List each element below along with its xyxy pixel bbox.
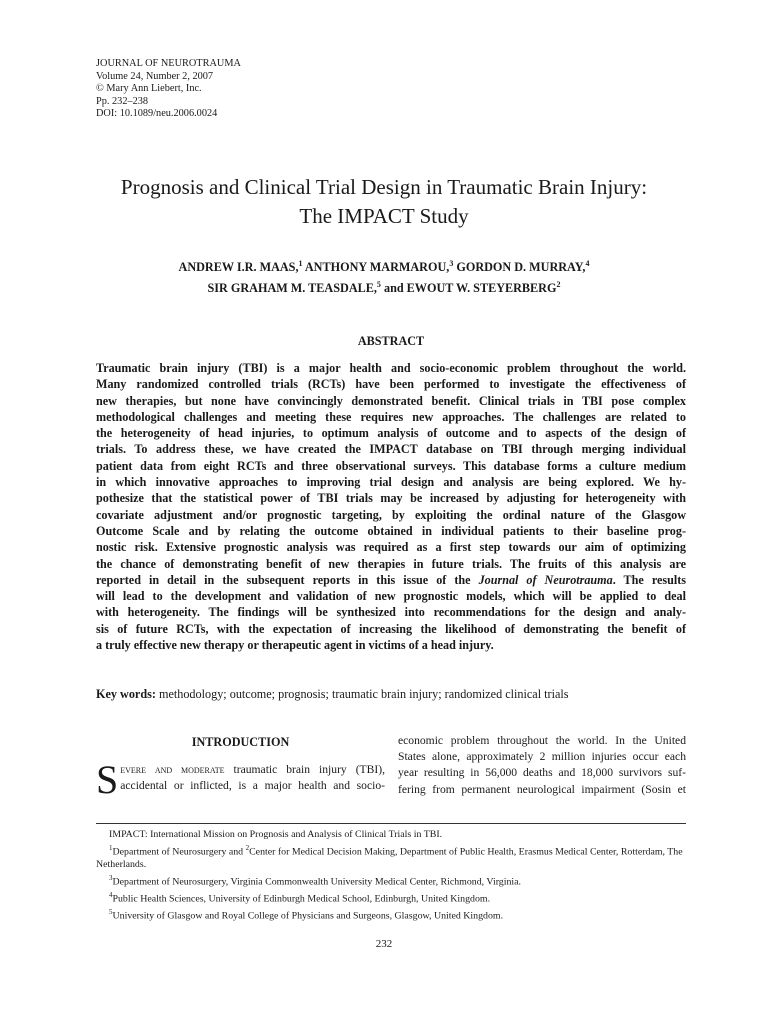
author-affiliation-mark: 2 bbox=[556, 280, 561, 290]
abstract-line: Outcome Scale and by relating the outcome obtained in individual patients to their baseline prog- bbox=[96, 523, 686, 538]
keywords bbox=[96, 686, 686, 702]
author-affiliation-mark: 5 bbox=[376, 280, 381, 290]
abstract-line: the chance of demonstrating benefit of new therapies in future trials. The fruits of this analysis are bbox=[96, 556, 686, 571]
footnote-divider bbox=[96, 823, 686, 824]
journal-copyright: © Mary Ann Liebert, Inc. bbox=[96, 83, 202, 95]
abstract-line: Traumatic brain injury (TBI) is a major health and socio-economic problem throughout the world. bbox=[96, 361, 686, 375]
footnotes bbox=[96, 828, 686, 923]
footnote-3 bbox=[96, 872, 686, 889]
author-name: ANTHONY MARMAROU, bbox=[304, 260, 450, 275]
intro-line bbox=[96, 762, 385, 778]
abstract-line: the heterogeneity of head injuries, to optimum analysis of outcome and to aspects of the design of bbox=[96, 426, 686, 441]
author-name: ANDREW I.R. MAAS, bbox=[178, 260, 299, 275]
drop-cap: S bbox=[96, 757, 119, 803]
abstract-line: Many randomized controlled trials (RCTs) have been performed to investigate the effectiveness of bbox=[96, 377, 686, 392]
paper-title-line-2: The IMPACT Study bbox=[299, 204, 469, 228]
footnote-mark: 1 bbox=[109, 843, 113, 852]
author-name: and EWOUT W. STEYERBERG bbox=[383, 281, 557, 296]
footnote-text: University of Glasgow and Royal College of Physicians and Surgeons, Glasgow, United Kingdom. bbox=[112, 910, 504, 922]
footnote-mark: 4 bbox=[109, 890, 113, 899]
abstract-line bbox=[96, 572, 686, 588]
author-line-1 bbox=[60, 255, 708, 276]
abstract-line: new therapies, but none have convincingly demonstrated benefit. Clinical trials in TBI pose complex bbox=[96, 393, 686, 408]
intro-line: accidental or inflicted, is a major health and socio- bbox=[120, 779, 385, 793]
footnote-text: Department of Neurosurgery, Virginia Commonwealth University Medical Center, Richmond, Virginia. bbox=[112, 876, 522, 888]
abstract-text: reported in detail in the subsequent reports in this issue of the bbox=[96, 572, 479, 587]
footnote-text: Center for Medical Decision Making, Department of Public Health, Erasmus Medical Center, Rotterdam, The Netherlands. bbox=[96, 845, 683, 871]
author-list bbox=[60, 255, 708, 297]
footnote-mark: 5 bbox=[109, 907, 113, 916]
keywords-text: methodology; outcome; prognosis; traumatic brain injury; randomized clinical trials bbox=[155, 687, 569, 701]
author-name: SIR GRAHAM M. TEASDALE, bbox=[207, 281, 377, 296]
body-line: States alone, approximately 2 million injuries occur each bbox=[398, 750, 686, 764]
footnote-impact: IMPACT: International Mission on Prognosis and Analysis of Clinical Trials in TBI. bbox=[109, 829, 443, 840]
footnote-4 bbox=[96, 889, 686, 906]
abstract-line: sis of future RCTs, with the expectation of increasing the likelihood of demonstrating the benefit of bbox=[96, 621, 686, 636]
introduction-paragraph bbox=[96, 757, 385, 803]
footnote-mark: 3 bbox=[109, 874, 113, 883]
abstract-line: with heterogeneity. The findings will be synthesized into recommendations for the design and analy- bbox=[96, 605, 686, 620]
journal-pages: Pp. 232–238 bbox=[96, 95, 149, 107]
footnote-5 bbox=[96, 906, 686, 923]
footnote-1 bbox=[96, 842, 686, 872]
journal-name: JOURNAL OF NEUROTRAUMA bbox=[96, 58, 241, 69]
author-name: GORDON D. MURRAY, bbox=[456, 260, 586, 275]
footnote-text: Department of Neurosurgery and bbox=[112, 845, 246, 857]
author-affiliation-mark: 1 bbox=[298, 259, 303, 268]
intro-smallcaps: evere and moderate bbox=[120, 764, 225, 777]
journal-doi: DOI: 10.1089/neu.2006.0024 bbox=[96, 108, 218, 120]
journal-header bbox=[96, 58, 241, 121]
body-line: year resulting in 56,000 deaths and 18,000 survivors suf- bbox=[398, 766, 686, 780]
author-line-2 bbox=[60, 276, 708, 297]
abstract-line: methodological challenges and meeting these requires new approaches. The challenges are related to bbox=[96, 409, 686, 424]
author-affiliation-mark: 4 bbox=[585, 259, 590, 268]
abstract-line: in which innovative approaches to improving trial design and analysis are being explored. We hy- bbox=[96, 475, 686, 490]
introduction-heading: INTRODUCTION bbox=[191, 735, 290, 749]
abstract-line: nostic risk. Extensive prognostic analysis was required as a first step towards our aim of optimizing bbox=[96, 540, 686, 555]
abstract-line: will lead to the development and validation of new prognostic models, which will be applied to deal bbox=[96, 589, 686, 604]
intro-text: traumatic brain injury (TBI), bbox=[224, 763, 385, 777]
author-affiliation-mark: 3 bbox=[449, 259, 454, 268]
right-column bbox=[398, 733, 686, 798]
abstract-line: trials. To address these, we have created the IMPACT database on TBI through merging individual bbox=[96, 442, 686, 457]
journal-volume: Volume 24, Number 2, 2007 bbox=[96, 70, 214, 82]
abstract-heading: ABSTRACT bbox=[357, 334, 425, 348]
keywords-label: Key words: bbox=[96, 687, 156, 701]
left-column bbox=[96, 734, 385, 803]
abstract-line: patient data from eight RCTs and three observational surveys. This database forms a culture medium bbox=[96, 458, 686, 473]
paper-title-line-1: Prognosis and Clinical Trial Design in Traumatic Brain Injury: bbox=[120, 175, 648, 199]
footnote-text: Public Health Sciences, University of Edinburgh Medical School, Edinburgh, United Kingdom. bbox=[112, 893, 491, 905]
footnote-mark: 2 bbox=[245, 843, 250, 852]
page-number: 232 bbox=[375, 938, 393, 950]
abstract-line: pothesize that the statistical power of TBI trials may be increased by adjusting for heterogeneity with bbox=[96, 491, 686, 506]
journal-reference: Journal of Neurotrauma bbox=[478, 572, 613, 587]
abstract-body bbox=[96, 360, 686, 653]
body-line: economic problem throughout the world. In the United bbox=[398, 734, 686, 747]
abstract-text: . The results bbox=[612, 572, 686, 587]
paper-title bbox=[60, 173, 708, 231]
body-line: fering from permanent neurological impairment (Sosin et bbox=[398, 782, 686, 796]
abstract-line: covariate adjustment and/or prognostic targeting, by exploiting the ordinal nature of the Glasgow bbox=[96, 507, 686, 522]
abstract-line: a truly effective new therapy or therapeutic agent in victims of a head injury. bbox=[96, 638, 494, 653]
